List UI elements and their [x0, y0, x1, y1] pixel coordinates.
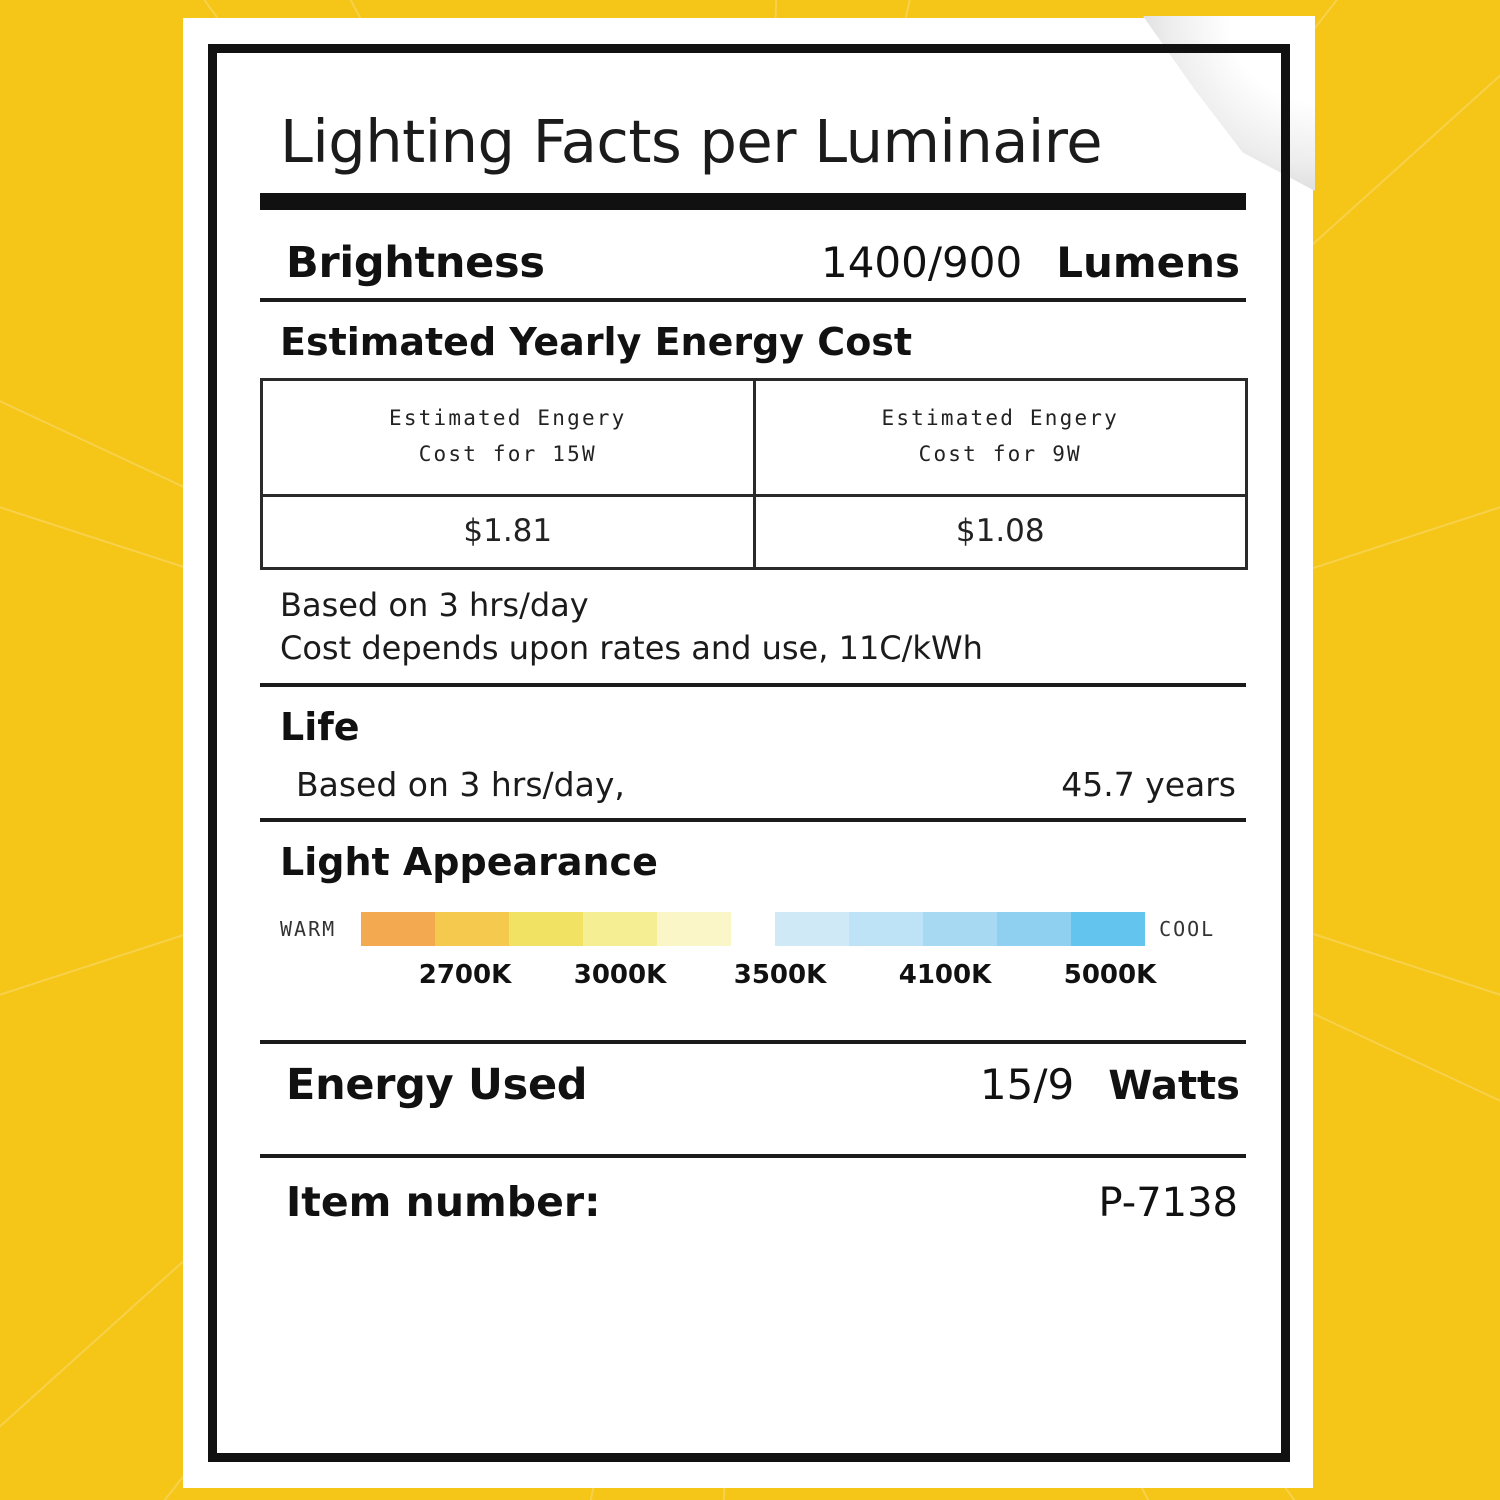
- kelvin-tick-3000k: 3000K: [573, 959, 667, 990]
- swatch-cool-1: [775, 912, 849, 946]
- cost-header-9w: [754, 379, 1247, 495]
- cost-header-15w-line2: Cost for 15W: [418, 441, 597, 466]
- swatch-warm-5: [657, 912, 731, 946]
- swatch-cool-4: [997, 912, 1071, 946]
- swatch-cool-2: [849, 912, 923, 946]
- kelvin-tick-row: [280, 960, 1240, 990]
- swatch-warm-4: [583, 912, 657, 946]
- cost-header-15w: [262, 379, 755, 495]
- cost-value-9w: $1.08: [754, 496, 1247, 569]
- brightness-value: 1400/900: [820, 237, 1023, 287]
- energy-cost-note-line2: Cost depends upon rates and use, 11C/kWh: [280, 629, 983, 668]
- kelvin-tick-5000k: 5000K: [1063, 959, 1157, 990]
- divider-after-life: [260, 818, 1246, 822]
- warm-swatches: [361, 912, 731, 946]
- lighting-facts-label: [258, 107, 1248, 1226]
- life-label: Life: [280, 704, 360, 749]
- table-row-headers: [262, 379, 1247, 495]
- swatch-warm-1: [361, 912, 435, 946]
- energy-used-row: [258, 1054, 1248, 1110]
- swatch-warm-2: [435, 912, 509, 946]
- item-number-row: [258, 1168, 1248, 1226]
- brightness-row: [258, 238, 1248, 288]
- energy-cost-note: [258, 570, 1248, 672]
- energy-used-value: 15/9: [979, 1059, 1075, 1109]
- table-row-values: [262, 496, 1247, 569]
- page-title: Lighting Facts per Luminaire: [280, 107, 1103, 176]
- kelvin-tick-4100k: 4100K: [898, 959, 992, 990]
- brightness-unit: Lumens: [1056, 237, 1240, 287]
- title-divider: [260, 193, 1246, 210]
- cost-value-15w: $1.81: [262, 496, 755, 569]
- cost-header-9w-line1: Estimated Engery: [881, 405, 1119, 430]
- life-value: 45.7 years: [1061, 764, 1236, 804]
- swatch-warm-3: [509, 912, 583, 946]
- energy-cost-note-line1: Based on 3 hrs/day: [280, 586, 589, 625]
- light-appearance-label: Light Appearance: [280, 839, 658, 884]
- divider-after-energy: [260, 1154, 1246, 1158]
- cost-header-9w-line2: Cost for 9W: [918, 441, 1082, 466]
- energy-cost-table: [260, 378, 1248, 570]
- life-row: [258, 759, 1248, 808]
- item-number-value: P-7138: [1098, 1179, 1238, 1226]
- warm-label: WARM: [280, 916, 337, 941]
- divider-after-brightness: [260, 298, 1246, 302]
- cool-label: COOL: [1159, 916, 1216, 941]
- light-appearance-scale: [280, 894, 1240, 994]
- energy-cost-heading: Estimated Yearly Energy Cost: [280, 319, 913, 364]
- cool-swatches: [775, 912, 1145, 946]
- kelvin-tick-2700k: 2700K: [418, 959, 512, 990]
- energy-used-label: Energy Used: [286, 1059, 588, 1110]
- divider-after-appearance: [260, 1040, 1246, 1044]
- brightness-label: Brightness: [286, 237, 545, 288]
- scale-gap: [731, 912, 775, 946]
- scale-swatch-row: [280, 912, 1240, 946]
- kelvin-tick-3500k: 3500K: [733, 959, 827, 990]
- cost-header-15w-line1: Estimated Engery: [389, 405, 627, 430]
- energy-used-unit: Watts: [1108, 1062, 1240, 1109]
- swatch-cool-3: [923, 912, 997, 946]
- item-number-label: Item number:: [286, 1177, 601, 1226]
- life-basis: Based on 3 hrs/day,: [296, 764, 625, 804]
- swatch-cool-5: [1071, 912, 1145, 946]
- divider-after-cost: [260, 683, 1246, 687]
